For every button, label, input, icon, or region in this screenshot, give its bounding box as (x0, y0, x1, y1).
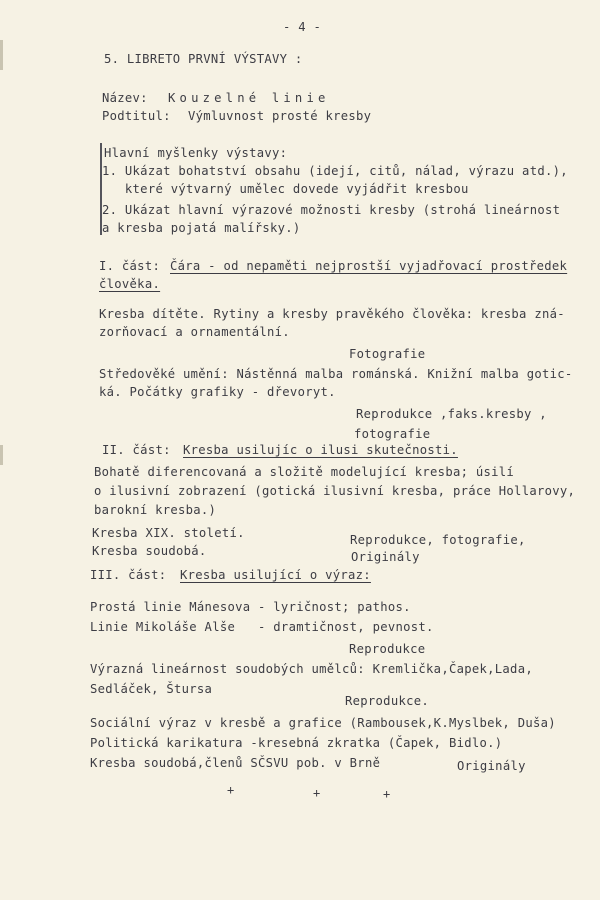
part-1-line: Kresba dítěte. Rytiny a kresby pravěkého člověka: kresba zná- (99, 307, 565, 321)
part-1-title-cont: člověka. (99, 277, 161, 291)
part-1-note: Reprodukce ,faks.kresby , (356, 407, 547, 421)
part-2-note: Reprodukce, fotografie, (350, 533, 526, 547)
part-3-line: Kresba soudobá,členů SČSVU pob. v Brně (90, 756, 381, 770)
part-2-item: Kresba soudobá. (92, 544, 207, 558)
subtitle-label: Podtitul: (102, 109, 171, 123)
part-3-line: Linie Mikoláše Alše - dramtičnost, pevnost. (90, 620, 434, 634)
part-3-note: Reprodukce. (345, 694, 430, 708)
exhibition-subtitle: Výmluvnost prosté kresby (188, 109, 372, 123)
part-2-line: o ilusivní zobrazení (gotická ilusivní kresba, práce Hollarovy, (94, 484, 576, 498)
part-1-title: Čára - od nepaměti nejprostší vyjadřovací prostředek (170, 259, 568, 273)
part-3-line: Prostá linie Mánesova - lyričnost; pathos. (90, 600, 411, 614)
part-2-line: barokní kresba.) (94, 503, 217, 517)
part-2-note: Originály (351, 550, 420, 564)
page-edge-mark (0, 40, 3, 70)
part-2-title: Kresba usilujíc o ilusi skutečnosti. (183, 443, 458, 457)
main-idea-line: 1. Ukázat bohatství obsahu (idejí, citů, nálad, výrazu atd.), (102, 164, 568, 178)
part-1-note: Fotografie (349, 347, 426, 361)
part-1-label: I. část: (99, 259, 161, 273)
part-3-line: Sedláček, Štursa (90, 682, 213, 696)
part-2-line: Bohatě diferencovaná a složitě modelující kresba; úsilí (94, 465, 515, 479)
main-idea-line: které výtvarný umělec dovede vyjádřit kresbou (102, 182, 469, 196)
main-idea-line: 2. Ukázat hlavní výrazové možnosti kresby (strohá lineárnost (102, 203, 561, 217)
part-1-line: ká. Počátky grafiky - dřevoryt. (99, 385, 336, 399)
section-heading: 5. LIBRETO PRVNÍ VÝSTAVY : (104, 52, 303, 66)
main-ideas-title: Hlavní myšlenky výstavy: (104, 146, 288, 160)
part-1-note: fotografie (354, 427, 431, 441)
name-label: Název: (102, 91, 148, 105)
part-3-note: Reprodukce (349, 642, 426, 656)
part-2-label: II. část: (102, 443, 171, 457)
page-number: - 4 - (283, 20, 322, 34)
part-3-note: Originály (457, 759, 526, 773)
footer-mark: + (227, 783, 235, 797)
footer-mark: + (383, 787, 391, 801)
main-idea-line: a kresba pojatá malířsky.) (102, 221, 301, 235)
part-3-title: Kresba usilující o výraz: (180, 568, 371, 582)
page-edge-mark (0, 445, 3, 465)
part-2-item: Kresba XIX. století. (92, 526, 245, 540)
footer-mark: + (313, 786, 321, 800)
exhibition-name: Kouzelné linie (168, 91, 330, 105)
part-3-line: Výrazná lineárnost soudobých umělců: Kremlička,Čapek,Lada, (90, 662, 533, 676)
part-3-line: Sociální výraz v kresbě a grafice (Rambousek,K.Myslbek, Duša) (90, 716, 556, 730)
part-1-line: zorňovací a ornamentální. (99, 325, 290, 339)
part-1-line: Středověké umění: Nástěnná malba románská. Knižní malba gotic- (99, 367, 573, 381)
part-3-label: III. část: (90, 568, 167, 582)
part-3-line: Politická karikatura -kresebná zkratka (Čapek, Bidlo.) (90, 736, 503, 750)
